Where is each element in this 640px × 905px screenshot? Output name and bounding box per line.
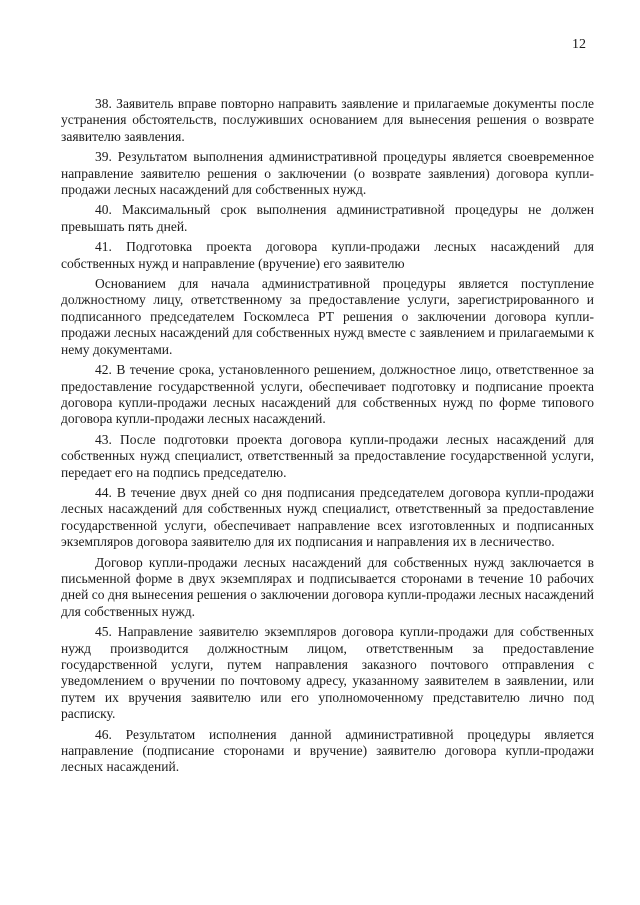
paragraph-41-basis: Основанием для начала административной процедуры является поступление должностному лицу, ответственному за предоставление услуги, зарегистрированного и подписанного председателем Госкомлеса РТ решения о заключении договора купли-продажи лесных насаждений для собственных нужд вместе с заявлением и прилагаемыми к нему документами. — [61, 276, 594, 357]
paragraph-40: 40. Максимальный срок выполнения административной процедуры не должен превышать пять дней. — [61, 202, 594, 234]
paragraph-46: 46. Результатом исполнения данной административной процедуры является направление (подписание сторонами и вручение) заявителю договора купли-продажи лесных насаждений. — [61, 726, 594, 775]
paragraph-44-contract: Договор купли-продажи лесных насаждений для собственных нужд заключается в письменной форме в двух экземплярах и подписывается сторонами в течение 10 рабочих дней со дня вынесения решения о заключении договора купли-продажи лесных насаждений для собственных нужд. — [61, 554, 594, 619]
paragraph-42: 42. В течение срока, установленного решением, должностное лицо, ответственное за предоставление государственной услуги, обеспечивает подготовку и подписание проекта договора купли-продажи лесных насаждений для собственных нужд по форме типового договора купли-продажи лесных насаждений. — [61, 362, 594, 427]
page-number: 12 — [572, 37, 586, 52]
paragraph-38: 38. Заявитель вправе повторно направить заявление и прилагаемые документы после устранения обстоятельств, послуживших основанием для вынесения решения о возврате заявителю заявления. — [61, 96, 594, 144]
document-body — [61, 96, 594, 780]
paragraph-41-heading: 41. Подготовка проекта договора купли-продажи лесных насаждений для собственных нужд и направление (вручение) его заявителю — [61, 239, 594, 271]
paragraph-43: 43. После подготовки проекта договора купли-продажи лесных насаждений для собственных нужд специалист, ответственный за предоставление государственной услуги, передает его на подпись председателю. — [61, 431, 594, 480]
paragraph-44: 44. В течение двух дней со дня подписания председателем договора купли-продажи лесных насаждений для собственных нужд специалист, ответственный за предоставление государственной услуги, обеспечивает направление всех изготовленных и подписанных экземпляров договора заявителю для их подписания и направления их в лесничество. — [61, 484, 594, 550]
paragraph-45: 45. Направление заявителю экземпляров договора купли-продажи для собственных нужд производится должностным лицом, ответственным за предоставление государственной услуги, путем направления заказного почтового отправления с уведомлением о вручении по почтовому адресу, указанному заявителем в заявлении, или путем их вручения заявителю или его уполномоченному представителю лично под расписку. — [61, 624, 594, 722]
paragraph-39: 39. Результатом выполнения административной процедуры является своевременное направление заявителю решения о заключении (о возврате заявления) договора купли-продажи лесных насаждений для собственных нужд. — [61, 149, 594, 198]
